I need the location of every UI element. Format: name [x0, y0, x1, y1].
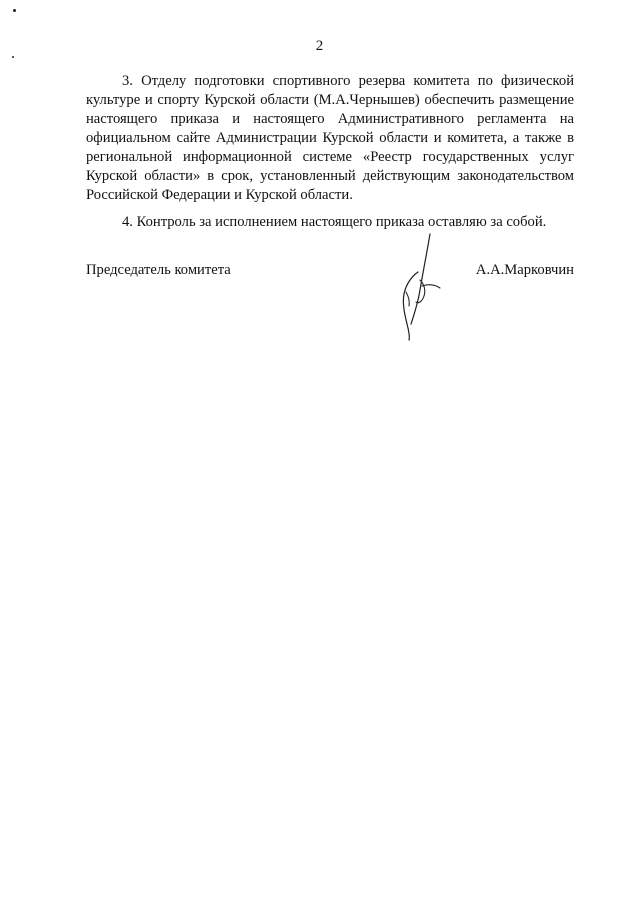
paragraph-item-3: 3. Отделу подготовки спортивного резерва комитета по физической культуре и спорту Курской области (М.А.Чернышев) обеспечить размещение настоящего приказа и настоящего Административного регламента на официальном сайте Администрации Курской области и комитета, а также в региональной информационной системе «Реестр государственных услуг Курской области» в срок, установленный действующим законодательством Российской Федерации и Курской области. — [86, 73, 574, 203]
signature-block — [86, 262, 574, 282]
scan-speck — [13, 9, 16, 12]
signer-position: Председатель комитета — [86, 262, 231, 278]
page-number: 2 — [315, 38, 324, 54]
paragraph-item-4: 4. Контроль за исполнением настоящего приказа оставляю за собой. — [122, 214, 547, 230]
signer-name: А.А.Марковчин — [475, 262, 574, 278]
scan-speck — [12, 56, 14, 58]
handwritten-signature — [396, 232, 444, 342]
